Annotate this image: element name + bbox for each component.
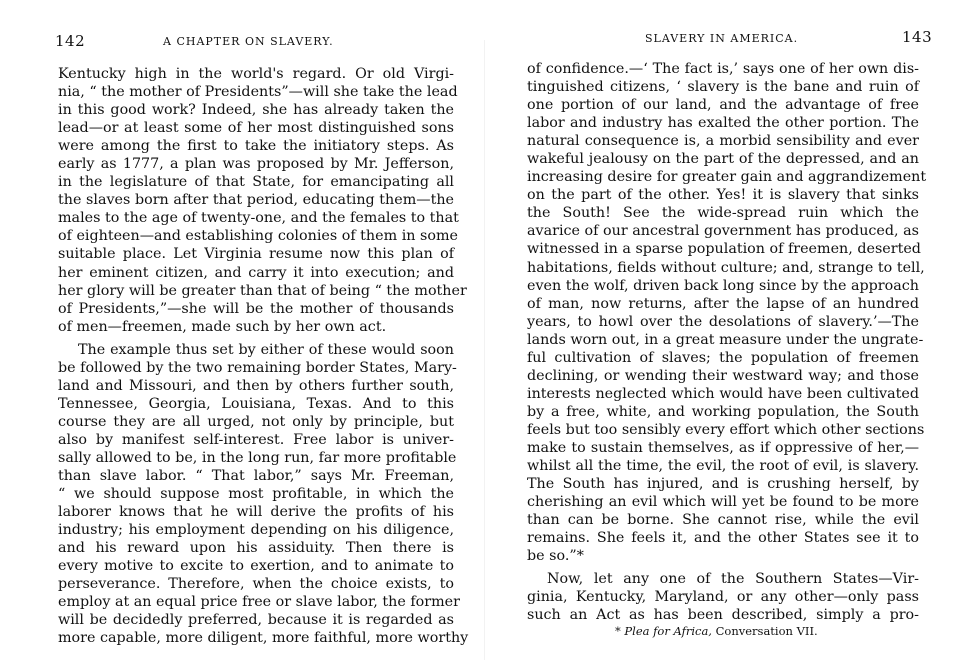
text-line: land and Missouri, and then by others further south, (58, 377, 454, 394)
text-line: course they are all urged, not only by principle, but (58, 413, 454, 430)
text-line: males to the age of twenty-one, and the females to that (58, 210, 459, 227)
text-line: than can be borne. She cannot rise, while the evil (527, 512, 919, 529)
footnote (615, 624, 818, 638)
text-line: remains. She feels it, and the other States see it to (527, 530, 919, 547)
text-line: lead—or at least some of her most distinguished sons (58, 120, 454, 137)
text-line: wakeful jealousy on the part of the depressed, and an (527, 151, 919, 168)
text-line: her glory will be greater than that of being “ the mother (58, 282, 467, 299)
text-line: of Presidents,”—she will be the mother of thousands (58, 300, 454, 317)
page-body (527, 60, 927, 624)
footnote-title: Plea for Africa, (624, 624, 712, 638)
text-line: even the wolf, driven back long since by the approach (527, 277, 919, 294)
text-line: Tennessee, Georgia, Louisiana, Texas. And to this (58, 395, 454, 412)
text-line: perseverance. Therefore, when the choice exists, to (58, 576, 454, 593)
text-line: every motive to excite to exertion, and to animate to (58, 558, 454, 575)
text-line: industry; his employment depending on his diligence, (58, 522, 454, 539)
text-line: were among the first to take the initiatory steps. As (58, 138, 454, 155)
text-line: ful cultivation of slaves; the population of freemen (527, 349, 919, 366)
text-line: more capable, more diligent, more faithful, more worthy (58, 630, 469, 647)
text-line: interests neglected which would have been cultivated (527, 385, 919, 402)
text-line: her eminent citizen, and carry it into execution; and (58, 264, 454, 281)
footnote-marker: * (615, 624, 621, 638)
text-line: years, to howl over the desolations of slavery.’—The (527, 313, 919, 330)
text-line: in this good work? Indeed, she has already taken the (58, 102, 454, 119)
text-line: feels but too sensibly every effort which other sections (527, 421, 925, 438)
text-line: Kentucky high in the world's regard. Or old Virgi- (58, 66, 454, 82)
page-number: 142 (55, 32, 86, 50)
text-line: the slaves born after that period, educating them—the (58, 192, 454, 209)
text-line: be so.”* (527, 548, 584, 565)
text-line: of men—freemen, made such by her own act. (58, 318, 387, 335)
text-line: The example thus set by either of these would soon (78, 341, 454, 358)
text-line: whilst all the time, the evil, the root of evil, is slavery. (527, 458, 919, 475)
text-line: in the legislature of that State, for emancipating all (58, 174, 454, 191)
text-line: the South! See the wide-spread ruin which the (527, 205, 919, 222)
text-line: be followed by the two remaining border States, Mary- (58, 359, 457, 376)
text-line: labor and industry has exalted the other portion. The (527, 115, 919, 132)
running-head: A CHAPTER ON SLAVERY. (163, 35, 334, 48)
text-line: such an Act as has been described, simply a pro- (527, 607, 919, 624)
text-line: habitations, fields without culture; and, strange to tell, (527, 259, 925, 276)
text-line: suitable place. Let Virginia resume now this plan of (58, 246, 454, 263)
text-line: of man, now returns, after the lapse of an hundred (527, 295, 919, 312)
text-line: ginia, Kentucky, Maryland, or any other—only pass (527, 589, 919, 606)
text-line: of confidence.—‘ The fact is,’ says one of her own dis- (527, 61, 919, 77)
text-line: tinguished citizens, ‘ slavery is the bane and ruin of (527, 79, 919, 96)
footnote-rest: Conversation VII. (715, 624, 818, 638)
right-page (490, 0, 980, 671)
text-line: increasing desire for greater gain and aggrandizement (527, 169, 927, 186)
text-line: avarice of our ancestral government has produced, as (527, 223, 919, 240)
text-line: also by manifest self-interest. Free labor is univer- (58, 431, 454, 448)
page-body (58, 65, 469, 648)
page-number: 143 (902, 28, 933, 46)
running-head: SLAVERY IN AMERICA. (645, 32, 799, 45)
text-line: laborer knows that he will derive the profits of his (58, 504, 454, 521)
text-line: lands worn out, in a great measure under the ungrate- (527, 331, 924, 348)
text-line: natural consequence is, a morbid sensibility and ever (527, 133, 919, 150)
text-line: than slave labor. “ That labor,” says Mr. Freeman, (58, 468, 454, 485)
text-line: The South has injured, and is crushing herself, by (527, 476, 919, 493)
text-line: “ we should suppose most profitable, in which the (58, 486, 454, 503)
text-line: one portion of our land, and the advantage of free (527, 97, 919, 114)
text-line: make to sustain themselves, as if oppressive of her,— (527, 439, 919, 456)
text-line: Now, let any one of the Southern States—Vir- (547, 571, 919, 588)
text-line: declining, or wending their westward way; and those (527, 367, 919, 384)
left-page (0, 0, 480, 671)
text-line: employ at an equal price free or slave labor, the former (58, 594, 460, 611)
text-line: nia, “ the mother of Presidents”—will she take the lead (58, 84, 458, 101)
text-line: cherishing an evil which will yet be found to be more (527, 494, 919, 511)
text-line: on the part of the other. Yes! it is slavery that sinks (527, 187, 919, 204)
text-line: will be decidedly preferred, because it is regarded as (58, 612, 454, 629)
gutter (484, 40, 485, 660)
text-line: witnessed in a sparse population of freemen, deserted (527, 241, 921, 258)
text-line: by a free, white, and working population, the South (527, 403, 919, 420)
text-line: and his reward upon his assiduity. Then there is (58, 540, 454, 557)
text-line: of eighteen—and establishing colonies of them in some (58, 228, 458, 245)
text-line: early as 1777, a plan was proposed by Mr. Jefferson, (58, 156, 454, 173)
text-line: sally allowed to be, in the long run, far more profitable (58, 449, 457, 466)
